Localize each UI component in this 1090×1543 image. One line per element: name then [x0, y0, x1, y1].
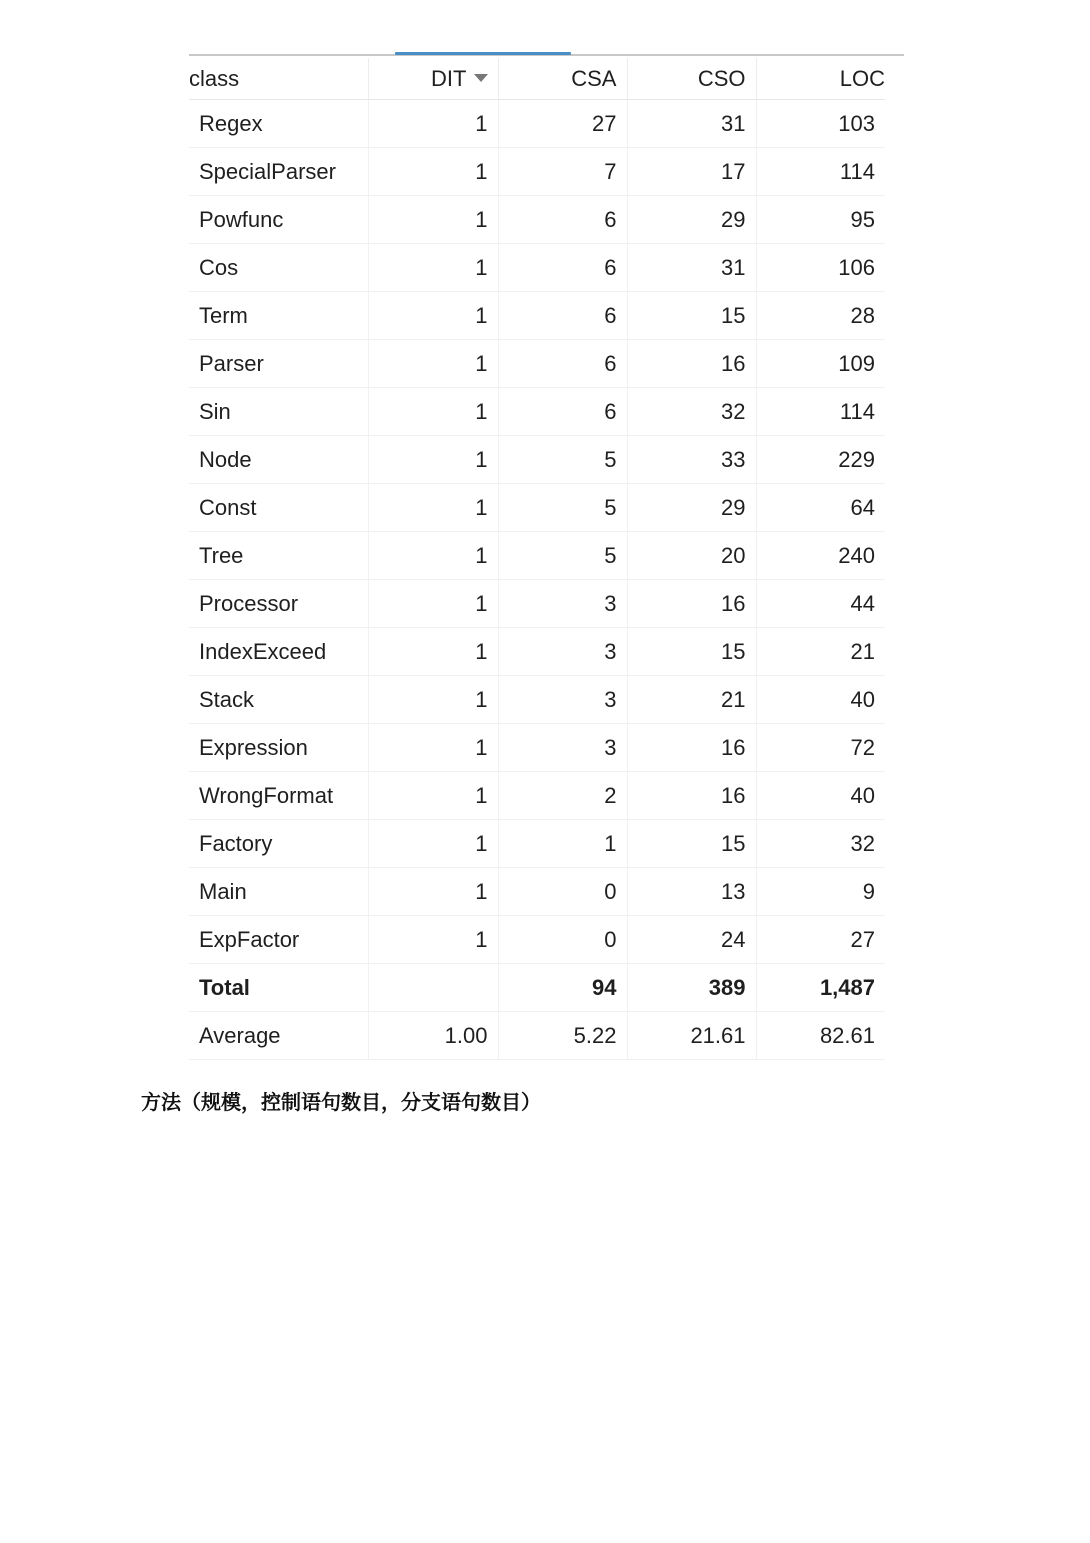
row-csa: 1 — [498, 820, 627, 868]
table-row[interactable] — [189, 244, 885, 292]
row-dit: 1 — [368, 820, 498, 868]
row-loc: 44 — [756, 580, 885, 628]
row-class-name: Powfunc — [189, 196, 368, 244]
row-cso: 29 — [627, 196, 756, 244]
row-class-name: Cos — [189, 244, 368, 292]
row-dit: 1 — [368, 580, 498, 628]
row-class-name: Sin — [189, 388, 368, 436]
table-row[interactable] — [189, 388, 885, 436]
row-loc: 28 — [756, 292, 885, 340]
row-cso: 17 — [627, 148, 756, 196]
row-dit: 1 — [368, 436, 498, 484]
row-cso: 20 — [627, 532, 756, 580]
row-class-name: Node — [189, 436, 368, 484]
row-dit: 1 — [368, 772, 498, 820]
row-loc: 229 — [756, 436, 885, 484]
row-csa: 5 — [498, 532, 627, 580]
table-row[interactable] — [189, 532, 885, 580]
table-row[interactable] — [189, 724, 885, 772]
row-dit: 1 — [368, 532, 498, 580]
total-csa: 94 — [498, 964, 627, 1012]
average-label: Average — [189, 1012, 368, 1060]
average-csa: 5.22 — [498, 1012, 627, 1060]
row-dit: 1 — [368, 916, 498, 964]
row-cso: 13 — [627, 868, 756, 916]
table-row[interactable] — [189, 196, 885, 244]
row-cso: 15 — [627, 628, 756, 676]
table-row[interactable] — [189, 628, 885, 676]
row-loc: 64 — [756, 484, 885, 532]
row-dit: 1 — [368, 868, 498, 916]
row-cso: 15 — [627, 820, 756, 868]
row-dit: 1 — [368, 292, 498, 340]
row-cso: 16 — [627, 724, 756, 772]
total-dit — [368, 964, 498, 1012]
row-dit: 1 — [368, 628, 498, 676]
total-label: Total — [189, 964, 368, 1012]
row-csa: 0 — [498, 868, 627, 916]
table-row[interactable] — [189, 820, 885, 868]
table-row[interactable] — [189, 148, 885, 196]
row-csa: 6 — [498, 388, 627, 436]
row-loc: 109 — [756, 340, 885, 388]
table-row[interactable] — [189, 676, 885, 724]
row-dit: 1 — [368, 196, 498, 244]
row-csa: 6 — [498, 292, 627, 340]
row-dit: 1 — [368, 388, 498, 436]
row-cso: 31 — [627, 244, 756, 292]
average-cso: 21.61 — [627, 1012, 756, 1060]
column-header-csa[interactable]: CSA — [498, 58, 627, 100]
row-csa: 7 — [498, 148, 627, 196]
column-header-loc[interactable]: LOC — [756, 58, 885, 100]
row-class-name: Tree — [189, 532, 368, 580]
row-dit: 1 — [368, 484, 498, 532]
column-header-cso[interactable]: CSO — [627, 58, 756, 100]
row-class-name: Factory — [189, 820, 368, 868]
row-cso: 24 — [627, 916, 756, 964]
row-class-name: ExpFactor — [189, 916, 368, 964]
row-csa: 3 — [498, 628, 627, 676]
average-row — [189, 1012, 885, 1060]
row-csa: 27 — [498, 100, 627, 148]
row-csa: 3 — [498, 676, 627, 724]
row-csa: 6 — [498, 196, 627, 244]
column-header-dit[interactable]: DIT — [368, 58, 498, 100]
table-row[interactable] — [189, 772, 885, 820]
total-row — [189, 964, 885, 1012]
row-dit: 1 — [368, 148, 498, 196]
header-row — [189, 58, 885, 100]
row-loc: 21 — [756, 628, 885, 676]
column-header-class[interactable]: class — [189, 58, 368, 100]
row-cso: 33 — [627, 436, 756, 484]
row-cso: 16 — [627, 340, 756, 388]
row-loc: 27 — [756, 916, 885, 964]
total-loc: 1,487 — [756, 964, 885, 1012]
table-row[interactable] — [189, 100, 885, 148]
table-row[interactable] — [189, 484, 885, 532]
row-cso: 16 — [627, 580, 756, 628]
row-class-name: Regex — [189, 100, 368, 148]
row-csa: 3 — [498, 580, 627, 628]
row-class-name: Parser — [189, 340, 368, 388]
row-dit: 1 — [368, 244, 498, 292]
row-cso: 29 — [627, 484, 756, 532]
row-loc: 9 — [756, 868, 885, 916]
row-cso: 31 — [627, 100, 756, 148]
row-cso: 15 — [627, 292, 756, 340]
row-loc: 72 — [756, 724, 885, 772]
row-csa: 5 — [498, 436, 627, 484]
average-dit: 1.00 — [368, 1012, 498, 1060]
row-cso: 32 — [627, 388, 756, 436]
average-loc: 82.61 — [756, 1012, 885, 1060]
row-loc: 32 — [756, 820, 885, 868]
row-class-name: Main — [189, 868, 368, 916]
table-body — [189, 100, 885, 964]
row-dit: 1 — [368, 340, 498, 388]
row-loc: 40 — [756, 676, 885, 724]
row-loc: 40 — [756, 772, 885, 820]
row-dit: 1 — [368, 676, 498, 724]
row-class-name: Stack — [189, 676, 368, 724]
row-class-name: Expression — [189, 724, 368, 772]
table-row[interactable] — [189, 580, 885, 628]
total-cso: 389 — [627, 964, 756, 1012]
sort-descending-icon[interactable] — [474, 74, 488, 82]
table-row[interactable] — [189, 868, 885, 916]
row-cso: 21 — [627, 676, 756, 724]
row-csa: 6 — [498, 340, 627, 388]
row-loc: 240 — [756, 532, 885, 580]
row-class-name: SpecialParser — [189, 148, 368, 196]
section-caption: 方法（规模，控制语句数目，分支语句数目） — [141, 1090, 541, 1114]
row-loc: 114 — [756, 388, 885, 436]
row-class-name: WrongFormat — [189, 772, 368, 820]
selection-highlight-bar — [395, 52, 571, 55]
table-row[interactable] — [189, 292, 885, 340]
row-csa: 2 — [498, 772, 627, 820]
row-csa: 5 — [498, 484, 627, 532]
table-row[interactable] — [189, 340, 885, 388]
row-csa: 0 — [498, 916, 627, 964]
table-row[interactable] — [189, 916, 885, 964]
row-loc: 106 — [756, 244, 885, 292]
table-row[interactable] — [189, 436, 885, 484]
class-metrics-table — [189, 58, 885, 1060]
row-cso: 16 — [627, 772, 756, 820]
row-dit: 1 — [368, 100, 498, 148]
row-loc: 95 — [756, 196, 885, 244]
row-class-name: Term — [189, 292, 368, 340]
row-dit: 1 — [368, 724, 498, 772]
row-class-name: IndexExceed — [189, 628, 368, 676]
row-csa: 6 — [498, 244, 627, 292]
row-class-name: Const — [189, 484, 368, 532]
row-class-name: Processor — [189, 580, 368, 628]
row-loc: 103 — [756, 100, 885, 148]
row-csa: 3 — [498, 724, 627, 772]
row-loc: 114 — [756, 148, 885, 196]
